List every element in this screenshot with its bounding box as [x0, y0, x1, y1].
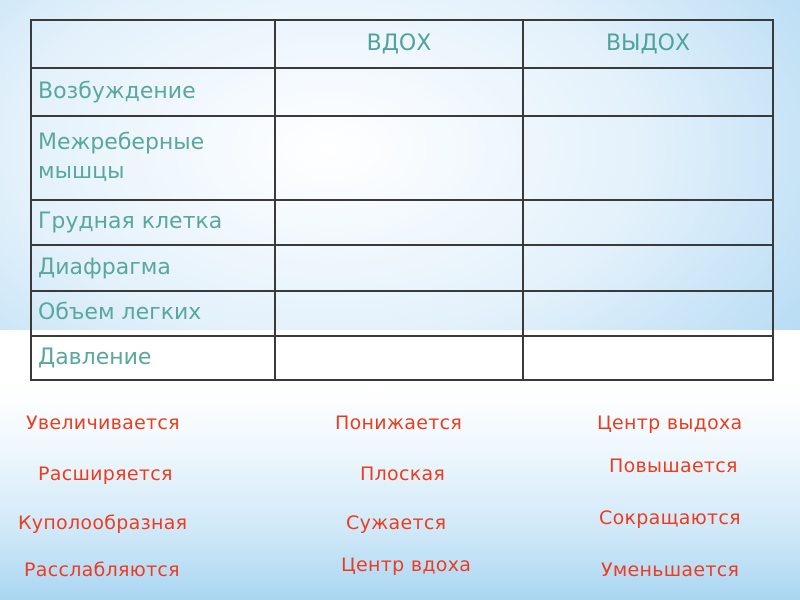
inhale-cell[interactable]: [275, 336, 523, 380]
row-label: Диафрагма: [31, 245, 275, 291]
answer-word[interactable]: Расширяется: [38, 463, 173, 485]
answer-word[interactable]: Увеличивается: [26, 412, 180, 434]
table-row: [31, 68, 773, 116]
answer-word[interactable]: Понижается: [335, 412, 463, 434]
answer-word[interactable]: Центр вдоха: [341, 554, 472, 576]
row-label: Давление: [31, 336, 275, 380]
row-label: Грудная клетка: [31, 200, 275, 245]
inhale-cell[interactable]: [275, 68, 523, 116]
answer-word[interactable]: Уменьшается: [601, 559, 740, 581]
breathing-table: [30, 19, 774, 381]
answer-word[interactable]: Повышается: [609, 455, 738, 477]
answer-word[interactable]: Куполообразная: [18, 512, 188, 534]
table-row: [31, 291, 773, 336]
inhale-cell[interactable]: [275, 200, 523, 245]
row-label: Возбуждение: [31, 68, 275, 116]
header-cell-empty: [31, 20, 275, 68]
header-cell-inhale: ВДОХ: [275, 20, 523, 68]
inhale-cell[interactable]: [275, 245, 523, 291]
table-row: [31, 200, 773, 245]
answer-word[interactable]: Сужается: [346, 512, 447, 534]
answer-word[interactable]: Плоская: [360, 463, 446, 485]
exhale-cell[interactable]: [523, 291, 773, 336]
answer-word[interactable]: Центр выдоха: [597, 412, 743, 434]
exhale-cell[interactable]: [523, 200, 773, 245]
inhale-cell[interactable]: [275, 291, 523, 336]
answer-word[interactable]: Расслабляются: [24, 559, 180, 581]
header-cell-exhale: ВЫДОХ: [523, 20, 773, 68]
table-row: [31, 336, 773, 380]
answer-word[interactable]: Сокращаются: [599, 507, 741, 529]
exhale-cell[interactable]: [523, 116, 773, 200]
table-row: [31, 116, 773, 200]
table-header-row: [31, 20, 773, 68]
exhale-cell[interactable]: [523, 336, 773, 380]
row-label: Межреберные мышцы: [31, 116, 275, 200]
row-label: Объем легких: [31, 291, 275, 336]
inhale-cell[interactable]: [275, 116, 523, 200]
table-row: [31, 245, 773, 291]
exhale-cell[interactable]: [523, 245, 773, 291]
exhale-cell[interactable]: [523, 68, 773, 116]
